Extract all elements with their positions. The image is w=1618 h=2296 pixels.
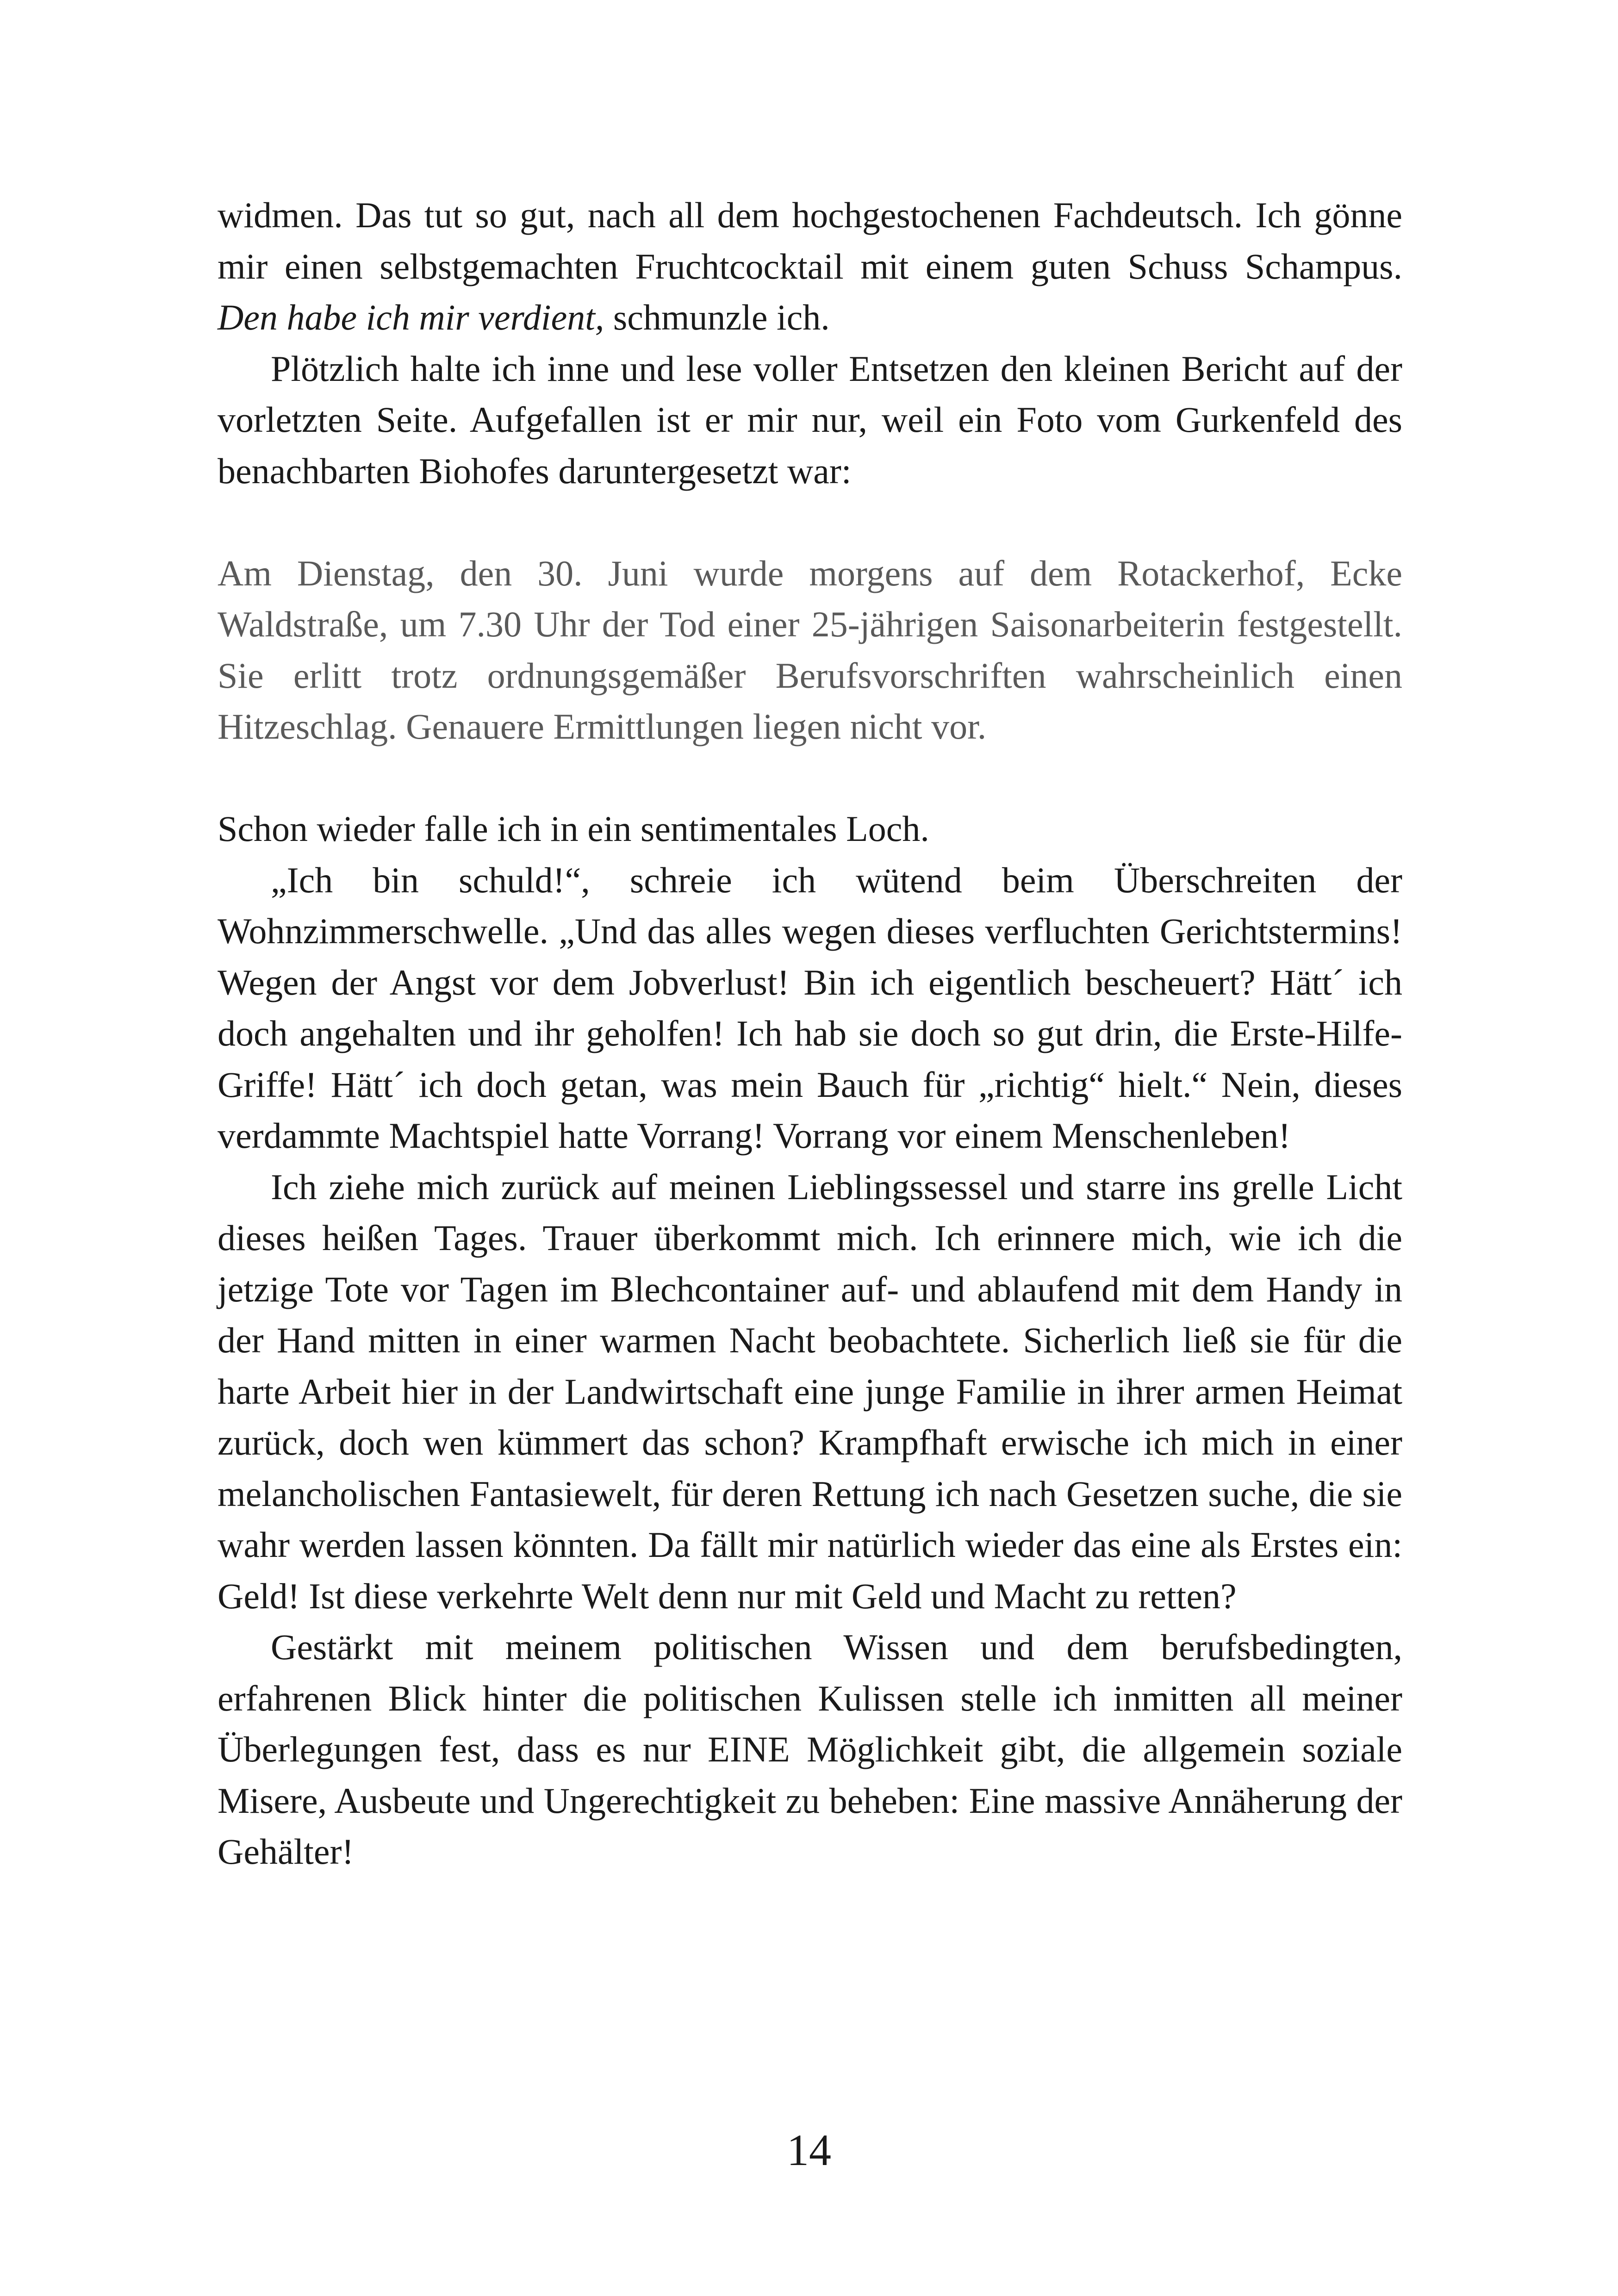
paragraph-5: Ich ziehe mich zurück auf meinen Lieblingssessel und starre ins grelle Licht dieses heißen Tages. Trauer überkommt mich. Ich erinnere mich, wie ich die jetzige Tote vor Tagen im Blechcontainer auf- und ablaufend mit dem Handy in der Hand mitten in einer warmen Nacht beobachtete. Sicherlich ließ sie für die harte Arbeit hier in der Landwirtschaft eine junge Familie in ihrer armen Heimat zurück, doch wen kümmert das schon? Krampfhaft erwische ich mich in einer melancholischen Fantasiewelt, für deren Rettung ich nach Gesetzen suche, die sie wahr werden lassen könnten. Da fällt mir natürlich wieder das eine als Erstes ein: Geld! Ist diese verkehrte Welt denn nur mit Geld und Macht zu retten? xyxy=(218,1166,1402,1616)
newspaper-report xyxy=(218,548,1402,753)
body-text xyxy=(218,190,1402,1878)
spacer xyxy=(218,753,1402,804)
spacer xyxy=(218,497,1402,548)
paragraph-6: Gestärkt mit meinem politischen Wissen und dem berufsbedingten, erfahrenen Blick hinter die politischen Kulissen stelle ich inmitten all meiner Überlegungen fest, dass es nur EINE Möglichkeit gibt, die allgemein soziale Misere, Ausbeute und Ungerechtigkeit zu beheben: Eine massive Annäherung der Gehälter! xyxy=(218,1627,1402,1872)
paragraph-1-end: schmunzle ich. xyxy=(604,297,830,337)
paragraph-1-italic: Den habe ich mir verdient, xyxy=(218,297,604,337)
report-text: Am Dienstag, den 30. Juni wurde morgens auf dem Rotackerhof, Ecke Waldstraße, um 7.30 Uhr der Tod einer 25-jährigen Saisonarbeiterin festgestellt. Sie erlitt trotz ordnungsgemäßer Berufsvorschriften wahrscheinlich einen Hitzeschlag. Genauere Ermittlungen liegen nicht vor. xyxy=(218,553,1402,747)
page-number: 14 xyxy=(787,2125,831,2175)
paragraph-3: Schon wieder falle ich in ein sentimentales Loch. xyxy=(218,809,929,849)
paragraph-4: „Ich bin schuld!“, schreie ich wütend beim Überschreiten der Wohnzimmerschwelle. „Und das alles wegen dieses verfluchten Gerichtstermins! Wegen der Angst vor dem Jobverlust! Bin ich eigentlich bescheuert? Hätt´ ich doch angehalten und ihr geholfen! Ich hab sie doch so gut drin, die Erste-Hilfe-Griffe! Hätt´ ich doch getan, was mein Bauch für „richtig“ hielt.“ Nein, dieses verdammte Machtspiel hatte Vorrang! Vorrang vor einem Menschenleben! xyxy=(218,859,1402,1156)
paragraph-1-start: widmen. Das tut so gut, nach all dem hochgestochenen Fachdeutsch. Ich gönne mir einen selbstgemachten Fruchtcocktail mit einem guten Schuss Schampus. xyxy=(218,195,1402,286)
paragraph-2: Plötzlich halte ich inne und lese voller Entsetzen den kleinen Bericht auf der vorletzten Seite. Aufgefallen ist er mir nur, weil ein Foto vom Gurkenfeld des benachbarten Biohofes daruntergesetzt war: xyxy=(218,348,1402,491)
paragraph-1 xyxy=(218,190,1402,343)
